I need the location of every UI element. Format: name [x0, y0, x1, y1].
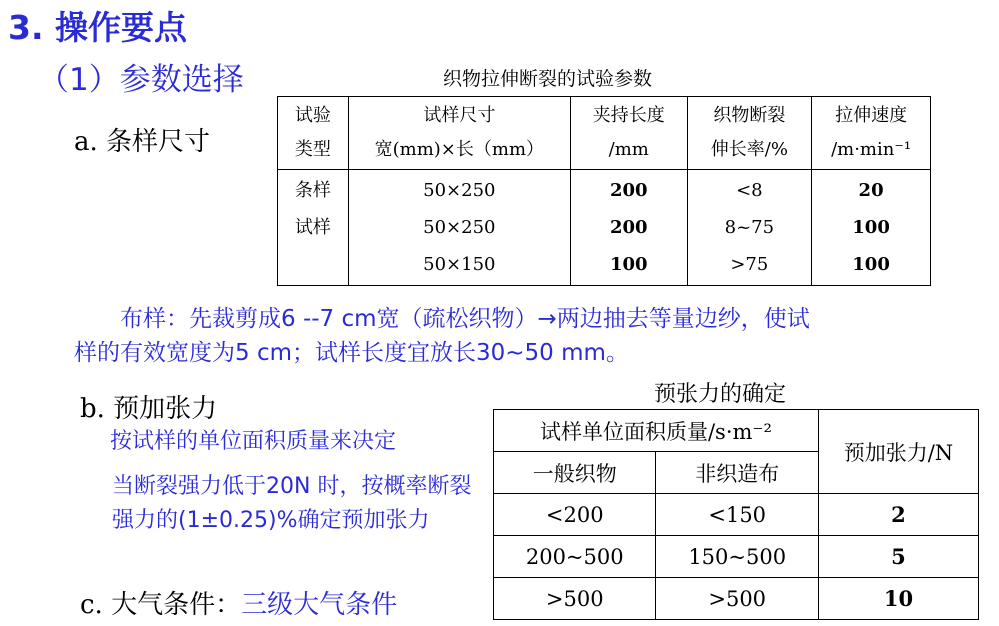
header-cell: 夹持长度 /mm: [570, 97, 687, 170]
table-header-row: [494, 410, 979, 452]
section-a-label: a. 条样尺寸: [74, 127, 211, 157]
table-cell: <200: [494, 494, 656, 536]
header-cell: 拉伸速度 /m·min⁻¹: [812, 97, 931, 170]
header-cell: 预加张力/N: [818, 410, 978, 494]
section-subheading: （1）参数选择: [38, 62, 244, 98]
header-cell: 试样单位面积质量/s·m⁻²: [494, 410, 819, 452]
header-cell: 一般织物: [494, 452, 656, 494]
table-cell: >500: [494, 578, 656, 620]
table-header-row: [278, 97, 931, 170]
type-cell: 条样 试样: [278, 170, 349, 286]
table-row: [494, 494, 979, 536]
table-cell: 5: [818, 536, 978, 578]
section-b-label: b. 预加张力: [80, 394, 218, 424]
atmosphere-condition: 三级大气条件: [241, 590, 398, 620]
tension-note-1: 按试样的单位面积质量来决定: [110, 429, 397, 454]
page-heading: 3. 操作要点: [8, 8, 187, 47]
table2-caption: 预张力的确定: [654, 382, 787, 407]
table-cell: 10: [818, 578, 978, 620]
table-cell: <150: [656, 494, 818, 536]
elongation-column: <8 8~75 >75: [687, 170, 812, 286]
tensile-parameters-table: [277, 96, 931, 286]
header-cell: 织物断裂 伸长率/%: [687, 97, 812, 170]
header-cell: 试验 类型: [278, 97, 349, 170]
table-cell: 200~500: [494, 536, 656, 578]
speed-column: 20 100 100: [812, 170, 931, 286]
table-row: [494, 578, 979, 620]
sample-prep-line1: 布样：先裁剪成6 --7 cm宽（疏松织物）→两边抽去等量边纱，使试: [120, 306, 810, 332]
header-cell: 非织造布: [656, 452, 818, 494]
section-c-label: c. 大气条件：三级大气条件: [80, 590, 398, 620]
tension-note-2: 当断裂强力低于20N 时，按概率断裂强力的(1±0.25)%确定预加张力: [112, 474, 472, 533]
table-cell: >500: [656, 578, 818, 620]
pretension-table: [493, 409, 979, 620]
header-cell: 试样尺寸 宽(mm)×长（mm）: [348, 97, 570, 170]
size-column: 50×250 50×250 50×150: [348, 170, 570, 286]
table-cell: 2: [818, 494, 978, 536]
clamp-length-column: 200 200 100: [570, 170, 687, 286]
table-cell: 150~500: [656, 536, 818, 578]
table-row: [494, 536, 979, 578]
table-body-row: [278, 170, 931, 286]
sample-prep-line2: 样的有效宽度为5 cm；试样长度宜放长30~50 mm。: [74, 340, 629, 366]
table1-caption: 织物拉伸断裂的试验参数: [443, 68, 653, 90]
